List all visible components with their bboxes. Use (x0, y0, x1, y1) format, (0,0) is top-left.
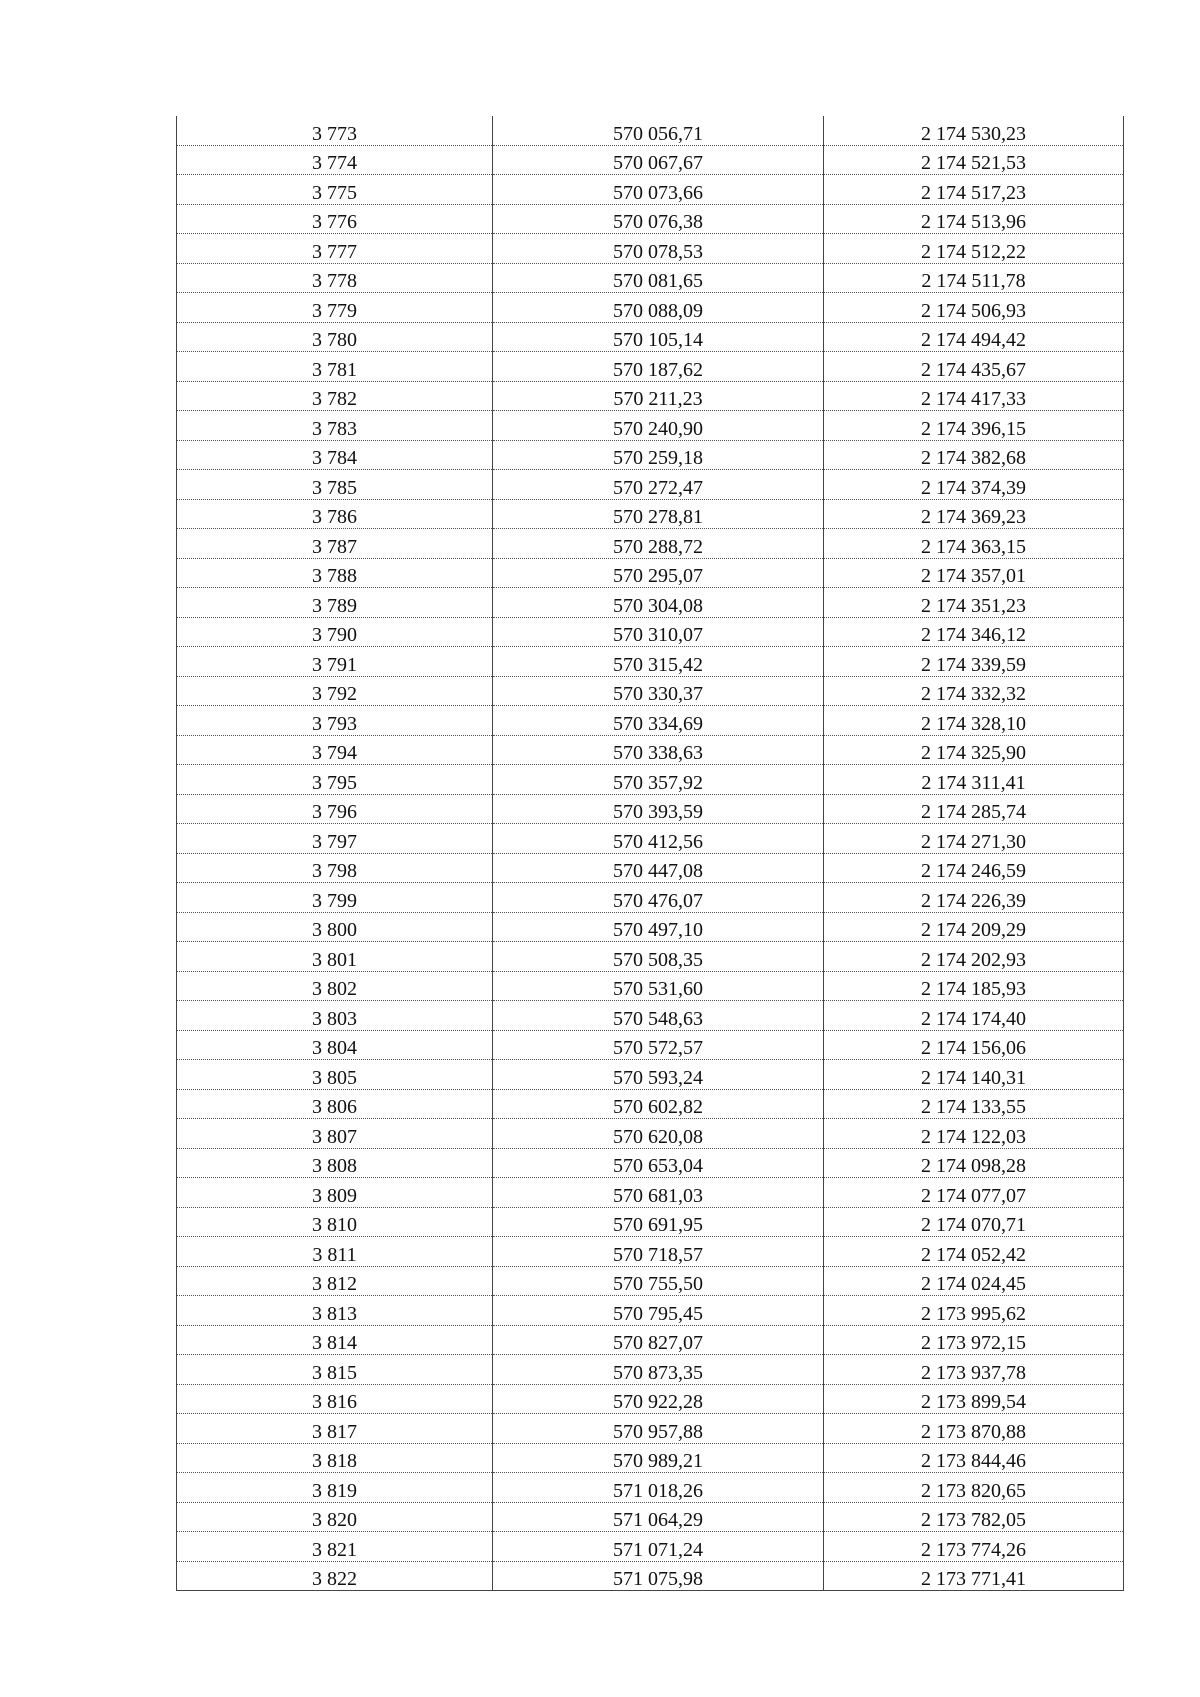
table-row (177, 1561, 1124, 1591)
x-coordinate-cell: 570 755,50 (493, 1266, 824, 1296)
point-number-cell: 3 814 (177, 1325, 493, 1355)
table-row (177, 1207, 1124, 1237)
table-row (177, 116, 1124, 145)
y-coordinate-cell: 2 174 311,41 (824, 765, 1124, 795)
y-coordinate-cell: 2 174 328,10 (824, 706, 1124, 736)
y-coordinate-cell: 2 174 133,55 (824, 1089, 1124, 1119)
y-coordinate-cell: 2 174 140,31 (824, 1060, 1124, 1090)
table-row (177, 971, 1124, 1001)
point-number-cell: 3 816 (177, 1384, 493, 1414)
y-coordinate-cell: 2 174 185,93 (824, 971, 1124, 1001)
y-coordinate-cell: 2 174 506,93 (824, 293, 1124, 323)
table-row (177, 263, 1124, 293)
table-row (177, 1532, 1124, 1562)
x-coordinate-cell: 571 071,24 (493, 1532, 824, 1562)
table-row (177, 1060, 1124, 1090)
x-coordinate-cell: 570 211,23 (493, 381, 824, 411)
y-coordinate-cell: 2 174 363,15 (824, 529, 1124, 559)
point-number-cell: 3 791 (177, 647, 493, 677)
table-row (177, 1473, 1124, 1503)
point-number-cell: 3 808 (177, 1148, 493, 1178)
x-coordinate-cell: 570 338,63 (493, 735, 824, 765)
y-coordinate-cell: 2 174 024,45 (824, 1266, 1124, 1296)
y-coordinate-cell: 2 174 098,28 (824, 1148, 1124, 1178)
table-row (177, 204, 1124, 234)
y-coordinate-cell: 2 174 369,23 (824, 499, 1124, 529)
table-row (177, 1414, 1124, 1444)
point-number-cell: 3 789 (177, 588, 493, 618)
table-row (177, 1355, 1124, 1385)
table-row (177, 1119, 1124, 1149)
y-coordinate-cell: 2 174 122,03 (824, 1119, 1124, 1149)
table-row (177, 1089, 1124, 1119)
x-coordinate-cell: 570 067,67 (493, 145, 824, 175)
point-number-cell: 3 812 (177, 1266, 493, 1296)
y-coordinate-cell: 2 174 417,33 (824, 381, 1124, 411)
point-number-cell: 3 818 (177, 1443, 493, 1473)
x-coordinate-cell: 570 073,66 (493, 175, 824, 205)
x-coordinate-cell: 570 497,10 (493, 912, 824, 942)
y-coordinate-cell: 2 174 396,15 (824, 411, 1124, 441)
y-coordinate-cell: 2 174 511,78 (824, 263, 1124, 293)
x-coordinate-cell: 570 922,28 (493, 1384, 824, 1414)
x-coordinate-cell: 570 602,82 (493, 1089, 824, 1119)
point-number-cell: 3 806 (177, 1089, 493, 1119)
table-row (177, 735, 1124, 765)
coordinates-table-body (177, 116, 1124, 1591)
y-coordinate-cell: 2 174 271,30 (824, 824, 1124, 854)
x-coordinate-cell: 570 548,63 (493, 1001, 824, 1031)
x-coordinate-cell: 570 718,57 (493, 1237, 824, 1267)
table-row (177, 381, 1124, 411)
table-row (177, 765, 1124, 795)
point-number-cell: 3 805 (177, 1060, 493, 1090)
point-number-cell: 3 815 (177, 1355, 493, 1385)
y-coordinate-cell: 2 174 332,32 (824, 676, 1124, 706)
table-row (177, 293, 1124, 323)
x-coordinate-cell: 570 357,92 (493, 765, 824, 795)
point-number-cell: 3 811 (177, 1237, 493, 1267)
y-coordinate-cell: 2 173 771,41 (824, 1561, 1124, 1591)
table-row (177, 912, 1124, 942)
table-row (177, 617, 1124, 647)
point-number-cell: 3 790 (177, 617, 493, 647)
table-row (177, 529, 1124, 559)
x-coordinate-cell: 570 393,59 (493, 794, 824, 824)
point-number-cell: 3 785 (177, 470, 493, 500)
table-row (177, 1296, 1124, 1326)
table-row (177, 470, 1124, 500)
point-number-cell: 3 795 (177, 765, 493, 795)
x-coordinate-cell: 570 572,57 (493, 1030, 824, 1060)
table-row (177, 1148, 1124, 1178)
y-coordinate-cell: 2 173 899,54 (824, 1384, 1124, 1414)
table-row (177, 853, 1124, 883)
table-row (177, 824, 1124, 854)
point-number-cell: 3 793 (177, 706, 493, 736)
y-coordinate-cell: 2 174 202,93 (824, 942, 1124, 972)
x-coordinate-cell: 571 018,26 (493, 1473, 824, 1503)
point-number-cell: 3 796 (177, 794, 493, 824)
y-coordinate-cell: 2 174 513,96 (824, 204, 1124, 234)
point-number-cell: 3 779 (177, 293, 493, 323)
x-coordinate-cell: 570 088,09 (493, 293, 824, 323)
y-coordinate-cell: 2 174 052,42 (824, 1237, 1124, 1267)
x-coordinate-cell: 570 272,47 (493, 470, 824, 500)
x-coordinate-cell: 570 240,90 (493, 411, 824, 441)
point-number-cell: 3 797 (177, 824, 493, 854)
point-number-cell: 3 784 (177, 440, 493, 470)
table-row (177, 175, 1124, 205)
x-coordinate-cell: 570 295,07 (493, 558, 824, 588)
point-number-cell: 3 788 (177, 558, 493, 588)
point-number-cell: 3 792 (177, 676, 493, 706)
x-coordinate-cell: 570 334,69 (493, 706, 824, 736)
x-coordinate-cell: 570 476,07 (493, 883, 824, 913)
y-coordinate-cell: 2 173 995,62 (824, 1296, 1124, 1326)
point-number-cell: 3 773 (177, 116, 493, 145)
point-number-cell: 3 777 (177, 234, 493, 264)
point-number-cell: 3 787 (177, 529, 493, 559)
y-coordinate-cell: 2 173 870,88 (824, 1414, 1124, 1444)
point-number-cell: 3 817 (177, 1414, 493, 1444)
point-number-cell: 3 800 (177, 912, 493, 942)
y-coordinate-cell: 2 174 374,39 (824, 470, 1124, 500)
y-coordinate-cell: 2 174 382,68 (824, 440, 1124, 470)
table-row (177, 1325, 1124, 1355)
x-coordinate-cell: 570 531,60 (493, 971, 824, 1001)
y-coordinate-cell: 2 173 972,15 (824, 1325, 1124, 1355)
x-coordinate-cell: 570 315,42 (493, 647, 824, 677)
x-coordinate-cell: 571 064,29 (493, 1502, 824, 1532)
point-number-cell: 3 786 (177, 499, 493, 529)
table-row (177, 234, 1124, 264)
table-row (177, 145, 1124, 175)
point-number-cell: 3 798 (177, 853, 493, 883)
table-row (177, 440, 1124, 470)
x-coordinate-cell: 570 278,81 (493, 499, 824, 529)
y-coordinate-cell: 2 173 937,78 (824, 1355, 1124, 1385)
y-coordinate-cell: 2 174 246,59 (824, 853, 1124, 883)
x-coordinate-cell: 570 795,45 (493, 1296, 824, 1326)
table-row (177, 676, 1124, 706)
x-coordinate-cell: 570 076,38 (493, 204, 824, 234)
point-number-cell: 3 804 (177, 1030, 493, 1060)
table-row (177, 1001, 1124, 1031)
y-coordinate-cell: 2 174 346,12 (824, 617, 1124, 647)
x-coordinate-cell: 570 412,56 (493, 824, 824, 854)
y-coordinate-cell: 2 174 512,22 (824, 234, 1124, 264)
point-number-cell: 3 801 (177, 942, 493, 972)
coordinates-table (176, 116, 1124, 1591)
table-row (177, 1266, 1124, 1296)
y-coordinate-cell: 2 174 209,29 (824, 912, 1124, 942)
x-coordinate-cell: 570 508,35 (493, 942, 824, 972)
x-coordinate-cell: 570 304,08 (493, 588, 824, 618)
y-coordinate-cell: 2 174 357,01 (824, 558, 1124, 588)
y-coordinate-cell: 2 174 517,23 (824, 175, 1124, 205)
point-number-cell: 3 821 (177, 1532, 493, 1562)
table-row (177, 1237, 1124, 1267)
table-row (177, 1502, 1124, 1532)
x-coordinate-cell: 570 681,03 (493, 1178, 824, 1208)
x-coordinate-cell: 570 078,53 (493, 234, 824, 264)
y-coordinate-cell: 2 174 226,39 (824, 883, 1124, 913)
y-coordinate-cell: 2 174 156,06 (824, 1030, 1124, 1060)
table-row (177, 1030, 1124, 1060)
table-row (177, 647, 1124, 677)
y-coordinate-cell: 2 174 494,42 (824, 322, 1124, 352)
y-coordinate-cell: 2 174 530,23 (824, 116, 1124, 145)
y-coordinate-cell: 2 173 782,05 (824, 1502, 1124, 1532)
x-coordinate-cell: 571 075,98 (493, 1561, 824, 1591)
y-coordinate-cell: 2 174 351,23 (824, 588, 1124, 618)
table-row (177, 794, 1124, 824)
x-coordinate-cell: 570 593,24 (493, 1060, 824, 1090)
point-number-cell: 3 822 (177, 1561, 493, 1591)
table-row (177, 558, 1124, 588)
y-coordinate-cell: 2 174 339,59 (824, 647, 1124, 677)
table-row (177, 588, 1124, 618)
point-number-cell: 3 781 (177, 352, 493, 382)
y-coordinate-cell: 2 174 174,40 (824, 1001, 1124, 1031)
table-row (177, 1443, 1124, 1473)
table-row (177, 942, 1124, 972)
x-coordinate-cell: 570 691,95 (493, 1207, 824, 1237)
point-number-cell: 3 802 (177, 971, 493, 1001)
point-number-cell: 3 820 (177, 1502, 493, 1532)
point-number-cell: 3 794 (177, 735, 493, 765)
x-coordinate-cell: 570 187,62 (493, 352, 824, 382)
y-coordinate-cell: 2 174 285,74 (824, 794, 1124, 824)
x-coordinate-cell: 570 447,08 (493, 853, 824, 883)
table-row (177, 411, 1124, 441)
point-number-cell: 3 782 (177, 381, 493, 411)
x-coordinate-cell: 570 310,07 (493, 617, 824, 647)
y-coordinate-cell: 2 174 077,07 (824, 1178, 1124, 1208)
point-number-cell: 3 810 (177, 1207, 493, 1237)
y-coordinate-cell: 2 174 435,67 (824, 352, 1124, 382)
x-coordinate-cell: 570 989,21 (493, 1443, 824, 1473)
x-coordinate-cell: 570 330,37 (493, 676, 824, 706)
x-coordinate-cell: 570 105,14 (493, 322, 824, 352)
x-coordinate-cell: 570 873,35 (493, 1355, 824, 1385)
table-row (177, 883, 1124, 913)
x-coordinate-cell: 570 653,04 (493, 1148, 824, 1178)
x-coordinate-cell: 570 620,08 (493, 1119, 824, 1149)
x-coordinate-cell: 570 957,88 (493, 1414, 824, 1444)
point-number-cell: 3 774 (177, 145, 493, 175)
table-row (177, 499, 1124, 529)
point-number-cell: 3 776 (177, 204, 493, 234)
y-coordinate-cell: 2 174 070,71 (824, 1207, 1124, 1237)
point-number-cell: 3 803 (177, 1001, 493, 1031)
x-coordinate-cell: 570 081,65 (493, 263, 824, 293)
x-coordinate-cell: 570 827,07 (493, 1325, 824, 1355)
point-number-cell: 3 775 (177, 175, 493, 205)
x-coordinate-cell: 570 056,71 (493, 116, 824, 145)
y-coordinate-cell: 2 173 820,65 (824, 1473, 1124, 1503)
x-coordinate-cell: 570 288,72 (493, 529, 824, 559)
point-number-cell: 3 799 (177, 883, 493, 913)
point-number-cell: 3 780 (177, 322, 493, 352)
point-number-cell: 3 809 (177, 1178, 493, 1208)
y-coordinate-cell: 2 174 521,53 (824, 145, 1124, 175)
point-number-cell: 3 783 (177, 411, 493, 441)
point-number-cell: 3 813 (177, 1296, 493, 1326)
y-coordinate-cell: 2 174 325,90 (824, 735, 1124, 765)
y-coordinate-cell: 2 173 774,26 (824, 1532, 1124, 1562)
table-row (177, 1178, 1124, 1208)
y-coordinate-cell: 2 173 844,46 (824, 1443, 1124, 1473)
point-number-cell: 3 807 (177, 1119, 493, 1149)
point-number-cell: 3 819 (177, 1473, 493, 1503)
point-number-cell: 3 778 (177, 263, 493, 293)
table-row (177, 322, 1124, 352)
table-row (177, 352, 1124, 382)
table-row (177, 706, 1124, 736)
x-coordinate-cell: 570 259,18 (493, 440, 824, 470)
table-row (177, 1384, 1124, 1414)
